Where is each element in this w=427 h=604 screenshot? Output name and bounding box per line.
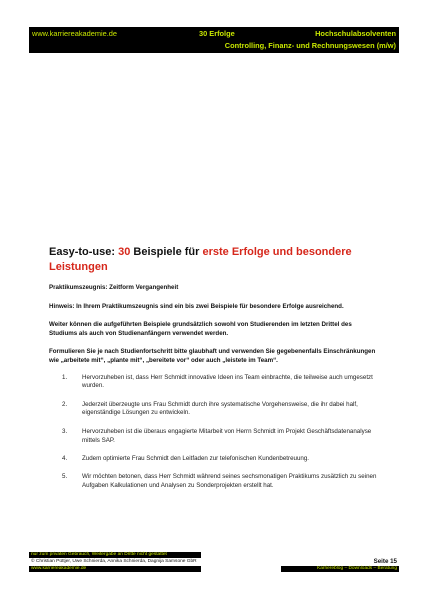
list-item [49,455,379,464]
list-item [49,473,379,491]
header-site-link[interactable]: www.karriereakademie.de [32,29,118,38]
paragraph-subheading: Praktikumszeugnis: Zeitform Vergangenheit [49,284,179,291]
title-part2: Beispiele für [130,246,203,258]
page-title [49,245,379,275]
header-right-title: Hochschulabsolventen [315,29,396,38]
title-highlight: erste Erfolge und besondere Leistungen [49,246,352,273]
list-item-text: Jederzeit überzeugte uns Frau Schmidt durch ihre systematische Vorgehensweise, die ihr dabei half, eigenständige Lösungen zu entwickeln. [82,400,358,417]
list-item-number: 1. [62,373,68,381]
footer-page-number: Seite 15 [373,558,397,565]
list-item-number: 4. [62,454,68,462]
list-item-text: Wir möchten betonen, dass Herr Schmidt während seines sechsmonatigen Praktikums zusätzlich zu seinen Aufgaben Kalkulationen und Analysen zu Sonderprojekten erstellt hat. [82,473,377,489]
paragraph-hint: Hinweis: In Ihrem Praktikumszeugnis sind ein bis zwei Beispiele für besondere Erfolge ausreichend. [49,302,344,310]
list-item-text: Hervorzuheben ist die überaus engagierte Mitarbeit von Herrn Schmidt im Projekt Geschäftsdatenanalyse mittels SAP. [82,427,372,444]
footer-copyright: © Christian Püttjer, Uwe Schnierda, Annika Schnierda, Dagnija Samsone GbR [31,559,197,564]
list-item-number: 2. [62,400,68,408]
title-part1: Easy-to-use: [49,246,119,258]
list-item-text: Zudem optimierte Frau Schmidt den Leitfaden zur telefonischen Kundenbetreuung. [82,454,310,462]
footer-links[interactable]: Karriereblog – Downloads – Beratung [281,566,399,572]
list-item-number: 5. [62,473,68,481]
footer-notice: nur zum privaten Gebrauch, Weitergabe an Dritte nicht gestattet [29,552,201,558]
footer-site-link[interactable]: www.karriereakademie.de [29,566,201,572]
list-item [49,401,379,419]
page-footer [29,552,399,574]
list-item [49,374,379,392]
title-number: 30 [118,246,131,258]
paragraph-usage: Weiter können die aufgeführten Beispiele grundsätzlich sowohl von Studierenden im letzten Drittel des Studiums als auch von Studienanfängern verwendet werden. [49,321,352,337]
list-item [49,428,379,446]
list-item-number: 3. [62,427,68,435]
header-center-title: 30 Erfolge [199,29,235,38]
examples-list [49,374,379,491]
list-item-text: Hervorzuheben ist, dass Herr Schmidt innovative Ideen ins Team einbrachte, die teilweise auch umgesetzt wurden. [82,373,373,390]
page-header [29,27,399,53]
header-subtitle: Controlling, Finanz- und Rechnungswesen (m/w) [224,41,396,50]
main-content [49,245,379,500]
paragraph-instructions: Formulieren Sie je nach Studienfortschritt bitte glaubhaft und verwenden Sie gegebenenfalls Einschränkungen wie „arbeitete mit“, „plante mit“, „bereitete vor“ oder auch „leistete im Team“. [49,348,376,364]
